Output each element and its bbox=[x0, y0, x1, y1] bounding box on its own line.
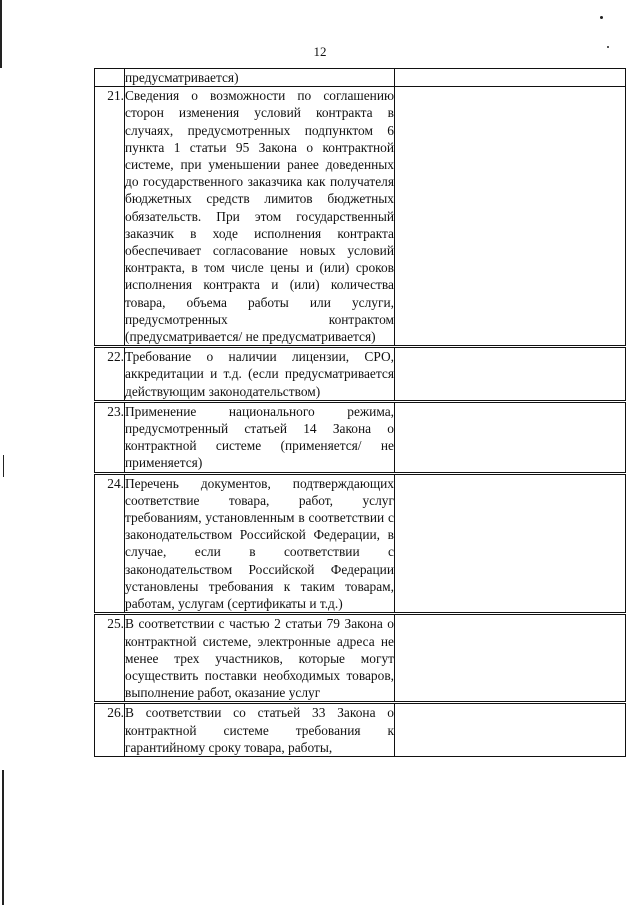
scan-artifact-dot-top bbox=[600, 16, 603, 19]
row-number: 26. bbox=[95, 703, 125, 757]
row-description: предусматривается) bbox=[125, 69, 395, 87]
table-row bbox=[95, 401, 626, 473]
row-description: Сведения о возможности по соглашению сторон изменения условий контракта в случаях, предусмотренных подпунктом 6 пункта 1 статьи 95 Закона о контрактной системе, при уменьшении ранее доведенных до государственного заказчика как получателя бюджетных средств лимитов бюджетных обязательств. При этом государственный заказчик в ходе исполнения контракта обеспечивает согласование новых условий контракта, в том числе цены и (или) сроков исполнения контракта и (или) количества товара, объема работы или услуги, предусмотренных контрактом (предусматривается/ не предусматривается) bbox=[125, 87, 395, 347]
row-description: В соответствии с частью 2 статьи 79 Закона о контрактной системе, электронные адреса не менее трех участников, которые могут осуществить поставки необходимых товаров, выполнение работ, оказание услуг bbox=[125, 614, 395, 703]
row-value bbox=[395, 347, 626, 402]
row-value bbox=[395, 614, 626, 703]
row-value bbox=[395, 87, 626, 347]
row-value bbox=[395, 69, 626, 87]
row-description: Перечень документов, подтверждающих соответствие товара, работ, услуг требованиям, установленным в соответствии с законодательством Российской Федерации, в случае, если в соответствии с законодательством Российской Федерации установлены требования к таким товарам, работам, услугам (сертификаты и т.д.) bbox=[125, 473, 395, 614]
table-row bbox=[95, 69, 626, 87]
row-number: 25. bbox=[95, 614, 125, 703]
row-value bbox=[395, 401, 626, 473]
table-row bbox=[95, 614, 626, 703]
row-value bbox=[395, 703, 626, 757]
row-value bbox=[395, 473, 626, 614]
row-description: Требование о наличии лицензии, СРО, аккредитации и т.д. (если предусматривается действующим законодательством) bbox=[125, 347, 395, 402]
row-number: 21. bbox=[95, 87, 125, 347]
row-number: 24. bbox=[95, 473, 125, 614]
scan-artifact-left-top bbox=[0, 0, 2, 68]
row-number: 22. bbox=[95, 347, 125, 402]
requirements-table bbox=[94, 68, 626, 757]
row-description: В соответствии со статьей 33 Закона о контрактной системе требования к гарантийному сроку товара, работы, bbox=[125, 703, 395, 757]
row-number bbox=[95, 69, 125, 87]
table-row bbox=[95, 473, 626, 614]
scan-artifact-left-bottom bbox=[2, 770, 4, 905]
page-number: 12 bbox=[313, 44, 327, 59]
table-row bbox=[95, 87, 626, 347]
scan-artifact-dot-right bbox=[607, 46, 609, 48]
scan-artifact-left-mid bbox=[3, 455, 4, 477]
table-row bbox=[95, 703, 626, 757]
row-number: 23. bbox=[95, 401, 125, 473]
table-row bbox=[95, 347, 626, 402]
row-description: Применение национального режима, предусмотренный статьей 14 Закона о контрактной системе (применяется/ не применяется) bbox=[125, 401, 395, 473]
